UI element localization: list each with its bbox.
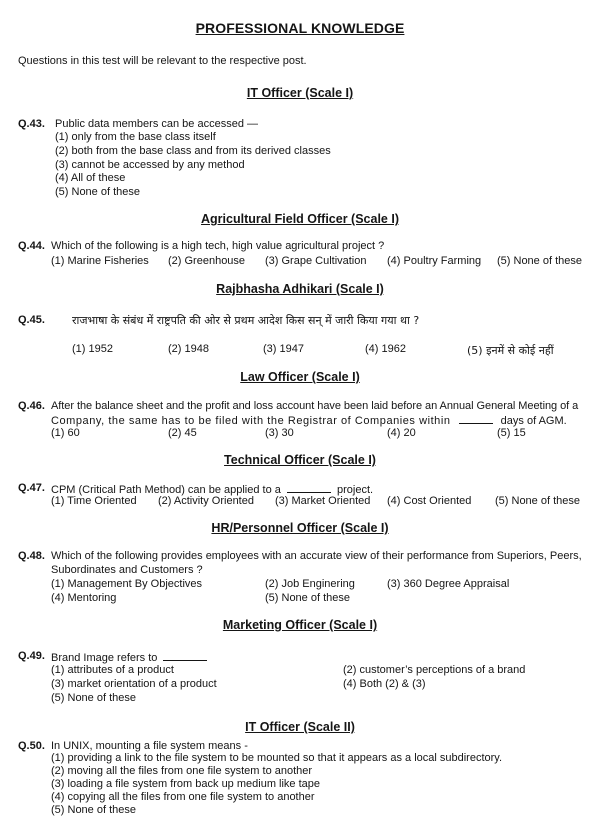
option-item: (1) only from the base class itself: [55, 131, 216, 143]
option-item: (3) Market Oriented: [275, 495, 371, 507]
question-number: Q.48.: [18, 550, 45, 562]
option-item: (4) copying all the files from one file system to another: [51, 791, 315, 803]
option-item: (4) Cost Oriented: [387, 495, 472, 507]
option-item: (3) cannot be accessed by any method: [55, 159, 245, 171]
option-item: (4) All of these: [55, 172, 126, 184]
option-item: (3) 1947: [263, 343, 304, 355]
option-item: (2) Greenhouse: [168, 255, 246, 267]
question-number: Q.50.: [18, 740, 45, 752]
question-text-line2: [51, 413, 567, 427]
section-heading-hr-personnel-officer: HR/Personnel Officer (Scale I): [211, 521, 389, 535]
question-text: [51, 482, 373, 496]
option-item: (4) Poultry Farming: [387, 255, 482, 267]
question-text-line1: Which of the following provides employees with an accurate view of their performance from Superiors, Peers,: [51, 550, 582, 562]
option-item: (2) Job Enginering: [265, 578, 355, 590]
answer-blank: [459, 413, 493, 424]
option-item: (5) 15: [497, 427, 526, 439]
question-text-line1: After the balance sheet and the profit and loss account have been laid before an Annual General Meeting of a: [51, 400, 579, 412]
intro-text: Questions in this test will be relevant to the respective post.: [18, 55, 307, 67]
question-number: Q.45.: [18, 314, 45, 326]
option-item: (5) None of these: [51, 804, 136, 816]
question-text: राजभाषा के संबंध में राष्ट्रपति की ओर से प्रथम आदेश किस सन् में जारी किया गया था ?: [72, 314, 420, 327]
option-item: (3) Grape Cultivation: [265, 255, 367, 267]
question-text-part: Company, the same has to be filed with the Registrar of Companies within: [51, 415, 451, 427]
option-item: (2) 1948: [168, 343, 209, 355]
option-item: (2) 45: [168, 427, 197, 439]
option-item: (1) 1952: [72, 343, 113, 355]
question-number: Q.46.: [18, 400, 45, 412]
question-number: Q.47.: [18, 482, 45, 494]
section-heading-it-officer-scale-2: IT Officer (Scale II): [245, 720, 355, 734]
option-item: (1) Management By Objectives: [51, 578, 203, 590]
section-heading-rajbhasha-adhikari: Rajbhasha Adhikari (Scale I): [216, 282, 384, 296]
question-number: Q.43.: [18, 118, 45, 130]
question-text: Which of the following is a high tech, high value agricultural project ?: [51, 240, 385, 252]
question-text-part: project.: [337, 484, 374, 496]
question-text-part: days of AGM.: [500, 415, 567, 427]
section-heading-law-officer: Law Officer (Scale I): [240, 370, 360, 384]
question-number: Q.49.: [18, 650, 45, 662]
question-number: Q.44.: [18, 240, 45, 252]
question-text-part: CPM (Critical Path Method) can be applied to a: [51, 484, 281, 496]
option-item: (2) both from the base class and from its derived classes: [55, 145, 331, 157]
section-heading-marketing-officer: Marketing Officer (Scale I): [222, 618, 378, 632]
option-item: (2) customer’s perceptions of a brand: [343, 664, 526, 676]
section-heading-agricultural-field-officer: Agricultural Field Officer (Scale I): [201, 212, 399, 226]
option-item: (2) moving all the files from one file system to another: [51, 765, 313, 777]
option-item: (2) Activity Oriented: [158, 495, 254, 507]
option-item: (1) providing a link to the file system to be mounted so that it appears as a local subdirectory.: [51, 752, 503, 764]
option-item: (3) 30: [265, 427, 294, 439]
option-item: (3) loading a file system from back up medium like tape: [51, 778, 321, 790]
answer-blank: [163, 650, 207, 661]
option-item: (4) 20: [387, 427, 416, 439]
question-text: [51, 650, 207, 664]
option-item: (4) Mentoring: [51, 592, 117, 604]
answer-blank: [287, 482, 331, 493]
section-heading-technical-officer: Technical Officer (Scale I): [224, 453, 376, 467]
option-item: (3) 360 Degree Appraisal: [387, 578, 510, 590]
page-title: PROFESSIONAL KNOWLEDGE: [195, 20, 405, 36]
option-item: (1) 60: [51, 427, 80, 439]
option-item: (5) None of these: [55, 186, 140, 198]
question-text: In UNIX, mounting a file system means -: [51, 740, 248, 752]
option-item: (5) None of these: [265, 592, 350, 604]
option-item: (3) market orientation of a product: [51, 678, 217, 690]
section-heading-it-officer-scale-1: IT Officer (Scale I): [246, 86, 354, 100]
option-item: (1) attributes of a product: [51, 664, 174, 676]
question-text: Public data members can be accessed —: [55, 118, 258, 130]
option-item: (5) None of these: [497, 255, 582, 267]
question-text-line2: Subordinates and Customers ?: [51, 564, 203, 576]
option-item: (5) None of these: [51, 692, 136, 704]
option-item: (4) 1962: [365, 343, 406, 355]
option-item: (5) None of these: [495, 495, 580, 507]
question-text-part: Brand Image refers to: [51, 652, 158, 664]
option-item: (1) Time Oriented: [51, 495, 137, 507]
option-item: (1) Marine Fisheries: [51, 255, 149, 267]
option-item: (5) इनमें से कोई नहीं: [467, 344, 554, 357]
option-item: (4) Both (2) & (3): [343, 678, 426, 690]
